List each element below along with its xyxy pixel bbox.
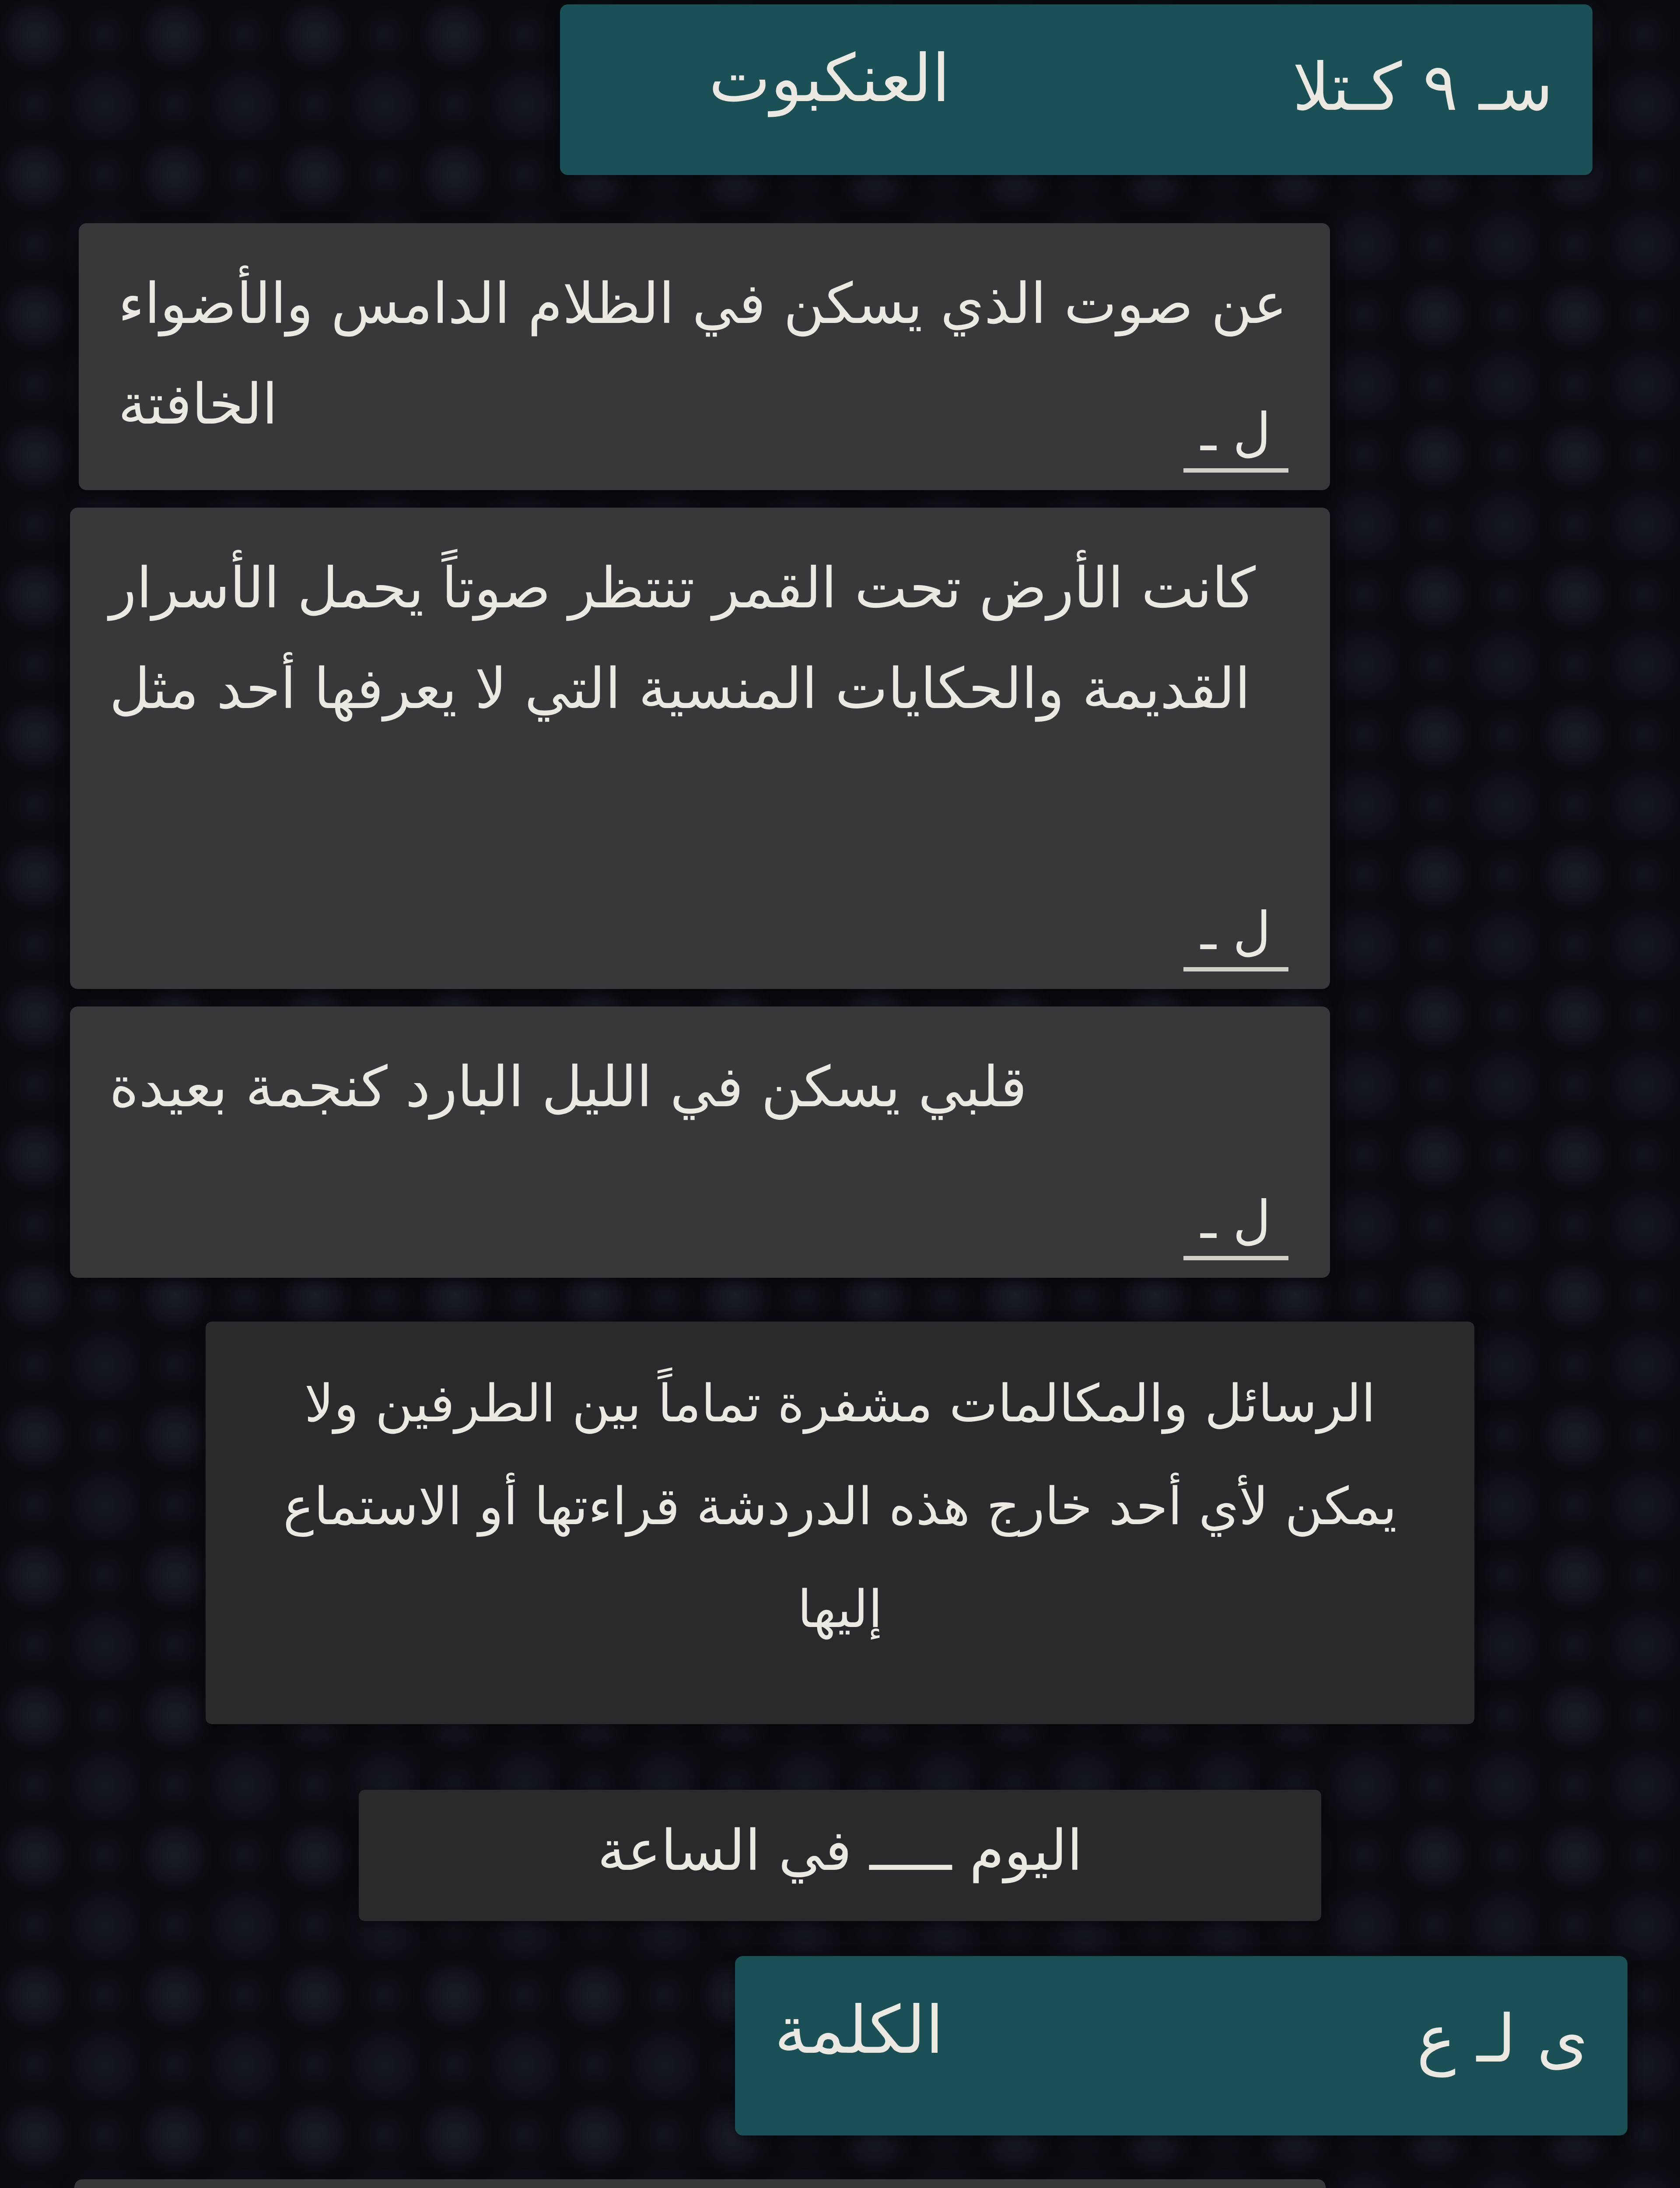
message-text: قلبي يسكن في الليل البارد كنجمة بعيدة [109,1055,1027,1120]
message-text: كانت الأرض تحت القمر تنتظر صوتاً يحمل الأسرار القديمة والحكايات المنسية التي لا يعرفها أحد مثل [91,556,1256,722]
message-meta: ى لـ ع [1417,2001,1588,2077]
incoming-message[interactable] [79,223,1330,490]
message-text: العنكبوت [709,41,950,117]
message-meta: ل ـ [1183,1188,1289,1260]
encryption-notice-text: الرسائل والمكالمات مشفرة تماماً بين الطرفين ولا يمكن لأي أحد خارج هذه الدردشة قراءتها أو الاستماع إليها [266,1373,1397,1639]
outgoing-message[interactable] [560,4,1592,175]
message-meta: ل ـ [1183,400,1289,473]
incoming-message[interactable] [70,1006,1330,1278]
encryption-notice[interactable] [206,1322,1474,1724]
incoming-message[interactable] [74,2179,1326,2188]
incoming-message[interactable] [70,508,1330,989]
outgoing-message[interactable] [735,1956,1628,2135]
message-meta: ل ـ [1183,899,1289,971]
message-meta: سـ ٩ كـتلا [1292,49,1553,126]
date-chip-text: اليوم ـــــ في الساعة [597,1818,1083,1883]
date-chip [359,1790,1321,1921]
message-text: الكلمة [774,1992,944,2069]
message-text: عن صوت الذي يسكن في الظلام الدامس والأضواء الخافتة [100,271,1287,437]
